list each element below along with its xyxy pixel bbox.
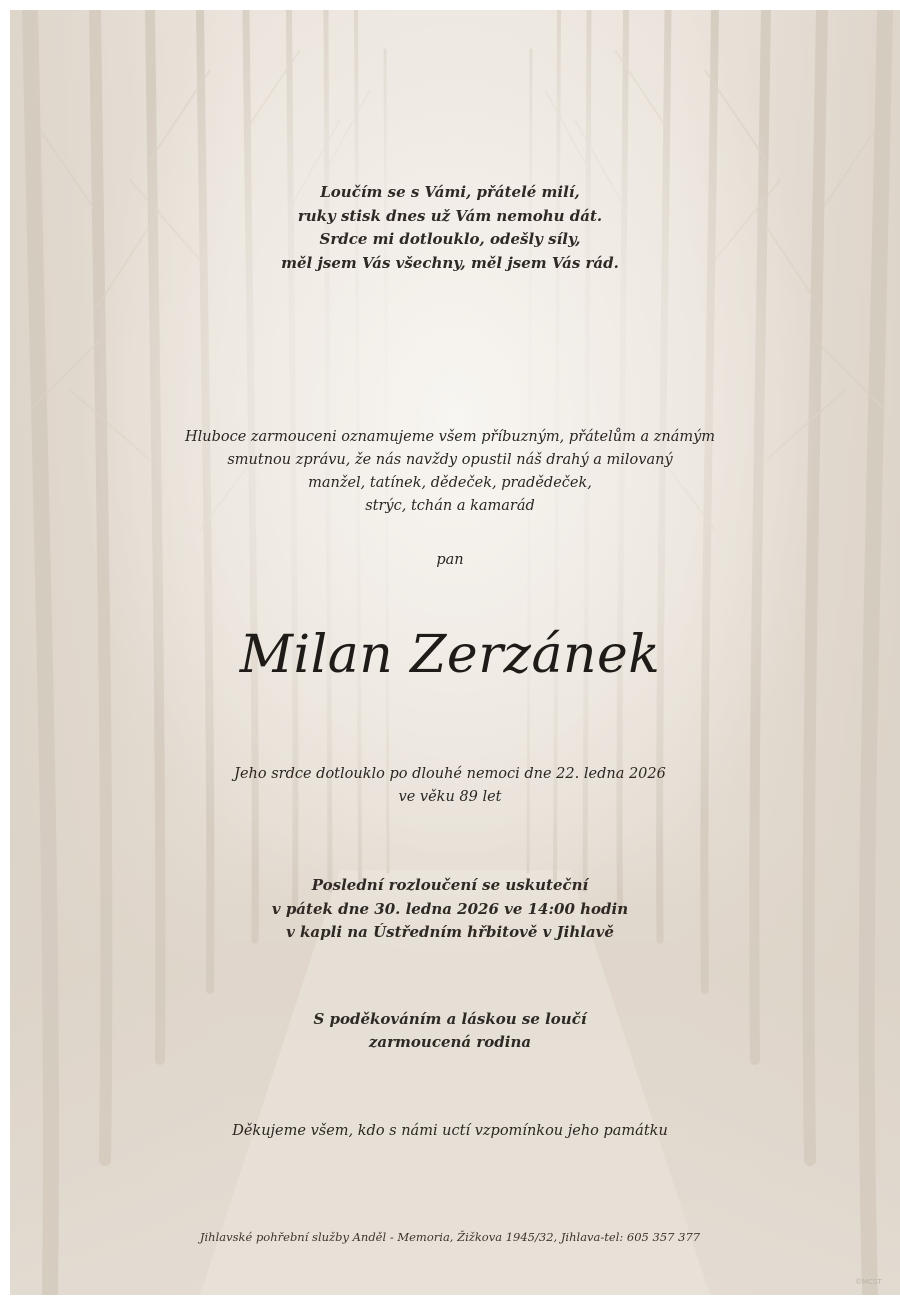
poem-line: Loučím se s Vámi, přátelé milí, [320, 183, 580, 201]
announcement-line: smutnou zprávu, že nás navždy opustil náš drahý a milovaný [227, 452, 673, 468]
farewell-poem [0, 181, 900, 275]
death-notice-line: Jeho srdce dotlouklo po dlouhé nemoci dne 22. ledna 2026 [234, 766, 666, 782]
family-line: zarmoucená rodina [368, 1033, 532, 1051]
funeral-info [0, 874, 900, 945]
death-announcement [0, 426, 900, 518]
poem-line: Srdce mi dotlouklo, odešly síly, [319, 230, 581, 248]
poem-line: ruky stisk dnes už Vám nemohu dát. [297, 206, 603, 225]
family-line: S poděkováním a láskou se loučí [313, 1010, 587, 1028]
announcement-line: strýc, tchán a kamarád [365, 498, 535, 514]
announcement-line: Hluboce zarmouceni oznamujeme všem příbuzným, přátelům a známým [184, 429, 716, 445]
death-notice-line: ve věku 89 let [398, 789, 502, 805]
funeral-service-footer: Jihlavské pohřební služby Anděl - Memoria, Žižkova 1945/32, Jihlava-tel: 605 357 377 [199, 1230, 701, 1244]
deceased-name: Milan Zerzánek [239, 625, 661, 685]
family-signature [0, 1008, 900, 1054]
announcement-line: manžel, tatínek, dědeček, pradědeček, [308, 475, 592, 491]
copyright-watermark: ©MCST [855, 1278, 882, 1286]
death-notice [0, 763, 900, 809]
funeral-line: Poslední rozloučení se uskuteční [311, 876, 589, 894]
honorific: pan [436, 552, 464, 568]
funeral-line: v pátek dne 30. ledna 2026 ve 14:00 hodin [271, 899, 629, 918]
poem-line: měl jsem Vás všechny, měl jsem Vás rád. [281, 253, 619, 272]
thanks-line: Děkujeme všem, kdo s námi uctí vzpomínkou jeho památku [232, 1123, 668, 1139]
funeral-line: v kapli na Ústředním hřbitově v Jihlavě [286, 923, 614, 941]
